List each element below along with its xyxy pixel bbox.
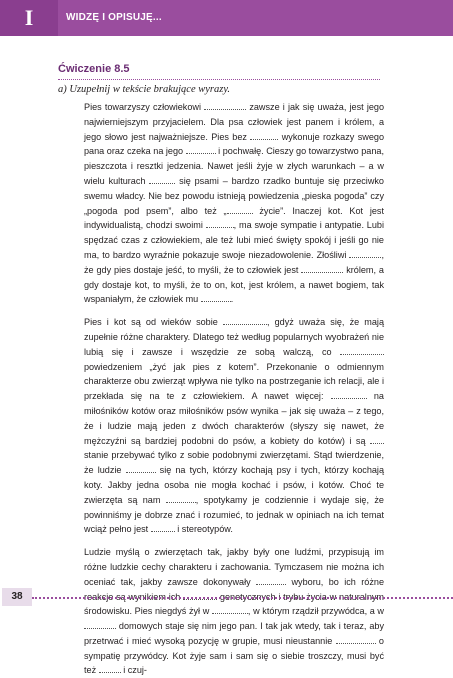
- paragraph-text: i czuj-: [120, 665, 147, 676]
- paragraph-text: .: [230, 294, 234, 305]
- paragraph-text: genetycznych i trybu życia w naturalnym środowisku. Pies niegdyś żył w: [84, 591, 385, 617]
- paragraph-text: , spotykamy je codziennie i wydaje się, że powinniśmy je dobrze znać i rozumieć, to jednak w opiniach na ich temat wciąż pełno jest: [84, 494, 384, 535]
- blank-field[interactable]: [206, 220, 234, 228]
- blank-field[interactable]: [250, 132, 278, 140]
- blank-field[interactable]: [186, 146, 216, 154]
- paragraph-text: zawsze i jak się uważa, jest jego najwierniejszym przyjacielem. Dla psa człowiek jest panem i królem, a jego słowo jest najważniejsze. Pies bez: [84, 102, 385, 142]
- paragraph-text: się na tych, którzy kochają psy i tych, którzy kochają koty. Jakby jedna osoba nie mogła kochać i psów, i kotów. Choć te zwierzęta są nam: [84, 465, 385, 505]
- blank-field[interactable]: [201, 294, 231, 302]
- blank-field[interactable]: [256, 577, 286, 585]
- blank-field[interactable]: [370, 436, 384, 444]
- paragraph: [84, 545, 384, 678]
- blank-field[interactable]: [149, 176, 175, 184]
- paragraph-text: , ma swoje sympatie i antypatie. Lubi spędzać czas z człowiekiem, ale też lubi mieć święty spokój i jeśli go nie ma, to bardzo wyraźnie pokazuje swoje niezadowolenie. Złośliwi: [84, 220, 385, 260]
- paragraph-text: i pochwałę. Cieszy go towarzystwo pana, pieszczota i resztki jedzenia. Nawet jeśli żyje w złych warunkach – a w wielu kulturach: [84, 146, 384, 186]
- paragraph-text: o sympatię przywódcy. Kot żyje sam i sam się o siebie troszczy, musi być też: [84, 635, 384, 676]
- exercise-text: [84, 100, 384, 678]
- blank-field[interactable]: [212, 606, 248, 614]
- paragraph-text: się psami – bardzo rzadko buntuje się przeciwko swemu władcy. Nie bez powodu istnieją powiedzenia „pieska pogoda” czy „pogoda pod psem”, albo też „: [84, 175, 384, 216]
- chapter-numeral: I: [24, 5, 34, 30]
- blank-field[interactable]: [99, 665, 121, 673]
- blank-field[interactable]: [340, 347, 384, 355]
- exercise-title: Ćwiczenie 8.5: [58, 63, 130, 75]
- section-title: WIDZĘ I OPISUJĘ...: [66, 12, 162, 23]
- paragraph-text: stanie przebywać tylko z sobie podobnymi zwierzętami. Stąd twierdzenie, że ludzie: [84, 450, 384, 476]
- paragraph-text: na miłośników kotów oraz miłośników psów wynika – jak się uważa – z tego, że i ludzie mają jeden z dwóch charakterów (słyszy się nawet, że mężczyźni są bardziej podobni do psów, a kobiety do kotów) i są: [84, 391, 384, 446]
- footer-divider: [32, 597, 453, 599]
- paragraph-text: , że gdy pies dostaje jeść, to myśli, że to człowiek jest: [84, 249, 384, 275]
- paragraph-text: domowych staje się nim jego pan. I tak jak wtedy, tak i teraz, aby przetrwać i mieć wysoką pozycję w grupie, musi nieustannie: [84, 621, 384, 646]
- page-number: 38: [2, 588, 32, 606]
- blank-field[interactable]: [331, 391, 367, 399]
- blank-field[interactable]: [223, 317, 267, 325]
- paragraph-text: powiedzeniem „żyć jak pies z kotem”. Przekonanie o odmiennym charakterze obu zwierząt wpływa nie tylko na postrzeganie ich relacji, ale i przekłada się na te z człowiekiem. A nawet więcej:: [84, 361, 384, 402]
- paragraph-text: , gdyż uważa się, że mają zupełnie różne charaktery. Dlatego też według popularnych wyobrażeń nie lubią się i zawsze i wszędzie ze sobą walczą, co: [84, 317, 385, 357]
- blank-field[interactable]: [227, 206, 253, 214]
- blank-field[interactable]: [166, 495, 196, 503]
- paragraph-text: wykonuje rozkazy swego pana oraz czeka na jego: [84, 131, 384, 157]
- paragraph-text: wyboru, bo ich różne reakcje są wynikiem ich: [84, 576, 385, 602]
- paragraph-text: Pies towarzyszy człowiekowi: [84, 102, 205, 112]
- blank-field[interactable]: [204, 102, 246, 110]
- paragraph-text: królem, a gdy dostaje kot, to myśli, że to on, kot, jest królem, a nawet bogiem, tak wspaniałym, że człowiek mu: [84, 264, 384, 305]
- exercise-instruction: a) Uzupełnij w tekście brakujące wyrazy.: [58, 84, 231, 95]
- paragraph: [84, 100, 384, 307]
- paragraph-text: Pies i kot są od wieków sobie: [84, 317, 223, 328]
- blank-field[interactable]: [301, 265, 343, 273]
- paragraph-text: Ludzie myślą o zwierzętach tak, jakby były one ludźmi, przypisują im różne ludzkie cechy charakteru i zachowania. Tymczasem nie można ich oceniać tak, jakby zawsze dokonywały: [84, 547, 384, 587]
- paragraph-text: , w którym rządził przywódca, a w: [247, 606, 384, 617]
- paragraph: [84, 315, 384, 537]
- blank-field[interactable]: [349, 250, 381, 258]
- paragraph-text: i stereotypów.: [174, 524, 233, 535]
- blank-field[interactable]: [126, 465, 156, 473]
- paragraph-text: życie”. Inaczej kot. Kot jest indywidualistą, chodzi swoimi: [84, 205, 384, 231]
- blank-field[interactable]: [151, 524, 175, 532]
- exercise-divider: [58, 79, 380, 80]
- blank-field[interactable]: [84, 621, 116, 629]
